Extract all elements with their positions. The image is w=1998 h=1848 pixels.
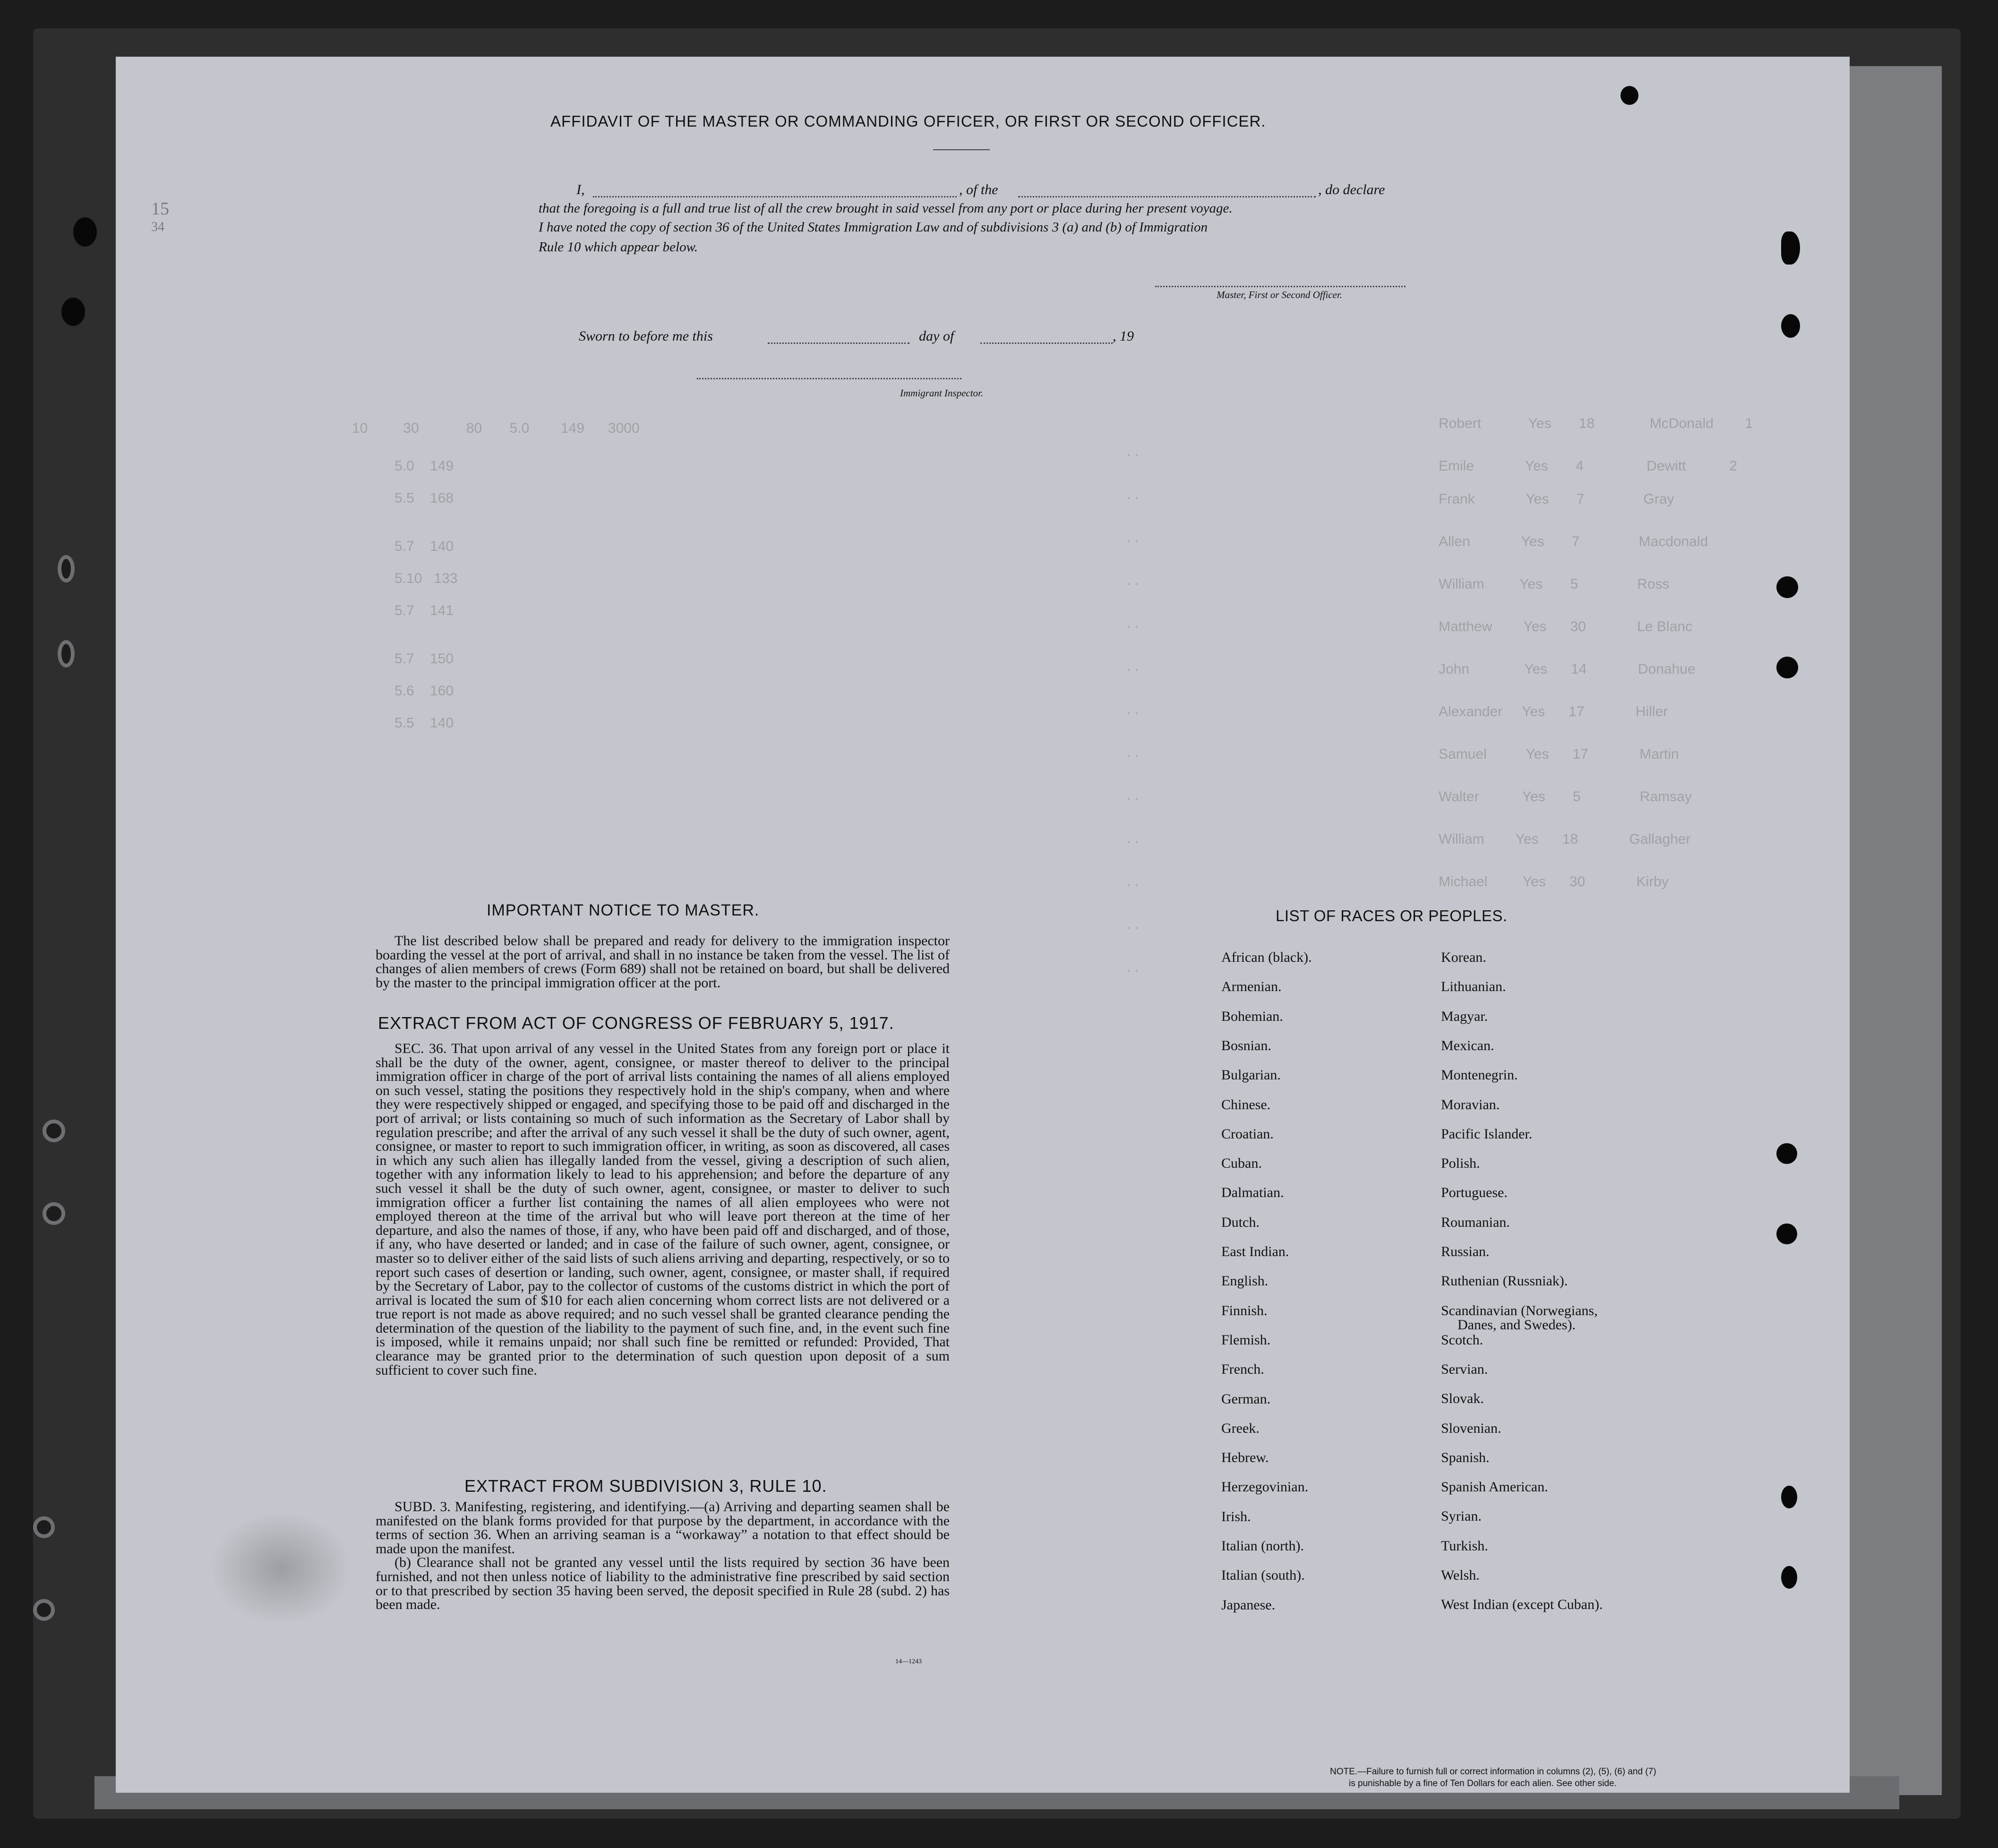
punch-hole bbox=[1776, 576, 1798, 598]
race-item: Pacific Islander. bbox=[1441, 1126, 1533, 1142]
sworn-month-field[interactable] bbox=[980, 342, 1113, 344]
show-through-text: Frank Yes 7 Gray bbox=[1439, 491, 1674, 507]
race-item: Danes, and Swedes). bbox=[1458, 1317, 1576, 1333]
race-item: English. bbox=[1221, 1273, 1269, 1289]
race-item: German. bbox=[1221, 1391, 1271, 1407]
binder-ring-hole bbox=[43, 1202, 65, 1225]
rule-subd-b: (b) Clearance shall not be granted any vessel until the lists required by section 36 have been furnished, and not then unless notice of liability to the administrative fine prescribed by said section or to that prescribed by section 35 having been served, the deposit specified in Rule 28 (subd. 2) has been made. bbox=[376, 1555, 950, 1613]
form-code: 14—1243 bbox=[895, 1658, 922, 1665]
race-item: Ruthenian (Russniak). bbox=[1441, 1273, 1568, 1289]
inspector-signature-field[interactable] bbox=[697, 378, 961, 379]
binder-ring-hole bbox=[43, 1120, 65, 1142]
inspector-signature-label: Immigrant Inspector. bbox=[900, 387, 984, 399]
affidavit-line-1: that the foregoing is a full and true list of all the crew brought in said vessel from any port or place during her present voyage. bbox=[539, 201, 1233, 216]
show-through-text: Robert Yes 18 McDonald 1 bbox=[1439, 416, 1753, 431]
declarant-name-field[interactable] bbox=[593, 196, 957, 197]
margin-number: 15 bbox=[151, 199, 169, 219]
binder-hole bbox=[61, 298, 85, 326]
binder-ring-hole bbox=[33, 1516, 55, 1538]
punch-hole bbox=[1776, 1223, 1797, 1244]
race-item: Dutch. bbox=[1221, 1214, 1260, 1230]
punch-hole bbox=[1781, 1486, 1797, 1508]
race-item: Lithuanian. bbox=[1441, 979, 1506, 995]
race-item: Spanish American. bbox=[1441, 1479, 1548, 1495]
affidavit-title: AFFIDAVIT OF THE MASTER OR COMMANDING OFFICER, OR FIRST OR SECOND OFFICER. bbox=[550, 112, 1266, 130]
declarant-label: I, bbox=[576, 182, 585, 197]
rule-text bbox=[376, 1500, 950, 1612]
sworn-day-field[interactable] bbox=[768, 342, 909, 344]
binder-hole bbox=[73, 217, 97, 247]
show-through-text: Alexander Yes 17 Hiller bbox=[1439, 704, 1668, 719]
race-item: Mexican. bbox=[1441, 1037, 1494, 1053]
race-item: Syrian. bbox=[1441, 1508, 1482, 1524]
of-the-label: , of the bbox=[959, 182, 998, 197]
master-signature-field[interactable] bbox=[1155, 286, 1406, 287]
race-item: Bosnian. bbox=[1221, 1037, 1271, 1053]
race-item: Italian (south). bbox=[1221, 1567, 1305, 1583]
footer-note-line-2: is punishable by a fine of Ten Dollars for each alien. See other side. bbox=[1349, 1779, 1617, 1788]
day-of-label: day of bbox=[919, 328, 954, 344]
race-item: Bulgarian. bbox=[1221, 1067, 1281, 1083]
race-item: East Indian. bbox=[1221, 1244, 1289, 1259]
show-through-text: 10 30 80 5.0 149 3000 bbox=[352, 420, 640, 436]
punch-hole bbox=[1776, 1143, 1797, 1164]
do-declare-label: , do declare bbox=[1318, 182, 1385, 197]
race-item: Magyar. bbox=[1441, 1008, 1488, 1024]
race-item: Korean. bbox=[1441, 950, 1486, 965]
punch-hole bbox=[1781, 314, 1800, 338]
race-item: Croatian. bbox=[1221, 1126, 1274, 1142]
show-through-text: Michael Yes 30 Kirby bbox=[1439, 874, 1669, 890]
binder-ring-hole bbox=[33, 1599, 55, 1621]
title-rule bbox=[933, 149, 990, 150]
show-through-text: John Yes 14 Donahue bbox=[1439, 661, 1696, 677]
act-paragraph: SEC. 36. That upon arrival of any vessel in the United States from any foreign port or place it shall be the duty of the owner, agent, consignee, or master thereof to deliver to the principal immigration officer in charge of the port of arrival lists containing the names of all aliens employed on such vessel, stating the positions they respectively hold in the ship's company, when and where they were respectively shipped or engaged, and specifying those to be paid off and discharged in the port of arrival; or lists containing so much of such information as the Secretary of Labor shall by regulation prescribe; and after the arrival of any such vessel it shall be the duty of such owner, agent, consignee, or master to report to such immigration officer, in writing, as soon as discovered, all cases in which any such alien has illegally landed from the vessel, giving a description of such alien, together with any information likely to lead to his apprehension; and before the departure of any such vessel it shall be the duty of such owner, agent, consignee, or master to deliver to such immigration officer a further list containing the names of all alien employees who were not employed thereon at the time of the arrival but who will leave port thereon at the time of her departure, and also the names of those, if any, who have been paid off and discharged, and of those, if any, who have deserted or landed; and in case of the failure of such owner, agent, consignee, or master so to deliver either of the said lists of such aliens arriving and departing, respectively, or so to report such cases of desertion or landing, such owner, agent, consignee, or master shall, if required by the Secretary of Labor, pay to the collector of customs of the customs district in which the port of arrival is located the sum of $10 for each alien concerning whom correct lists are not delivered or a true report is not made as above required; and no such vessel shall be granted clearance pending the determination of the question of the liability to the payment of such fine, and, in the event such fine is imposed, while it remains unpaid; nor shall such fine be remitted or refunded: Provided, That clearance may be granted prior to the determination of such question upon deposit of a sum sufficient to cover such fine. bbox=[376, 1041, 950, 1378]
race-item: Flemish. bbox=[1221, 1332, 1271, 1348]
race-item: African (black). bbox=[1221, 950, 1312, 965]
race-item: Armenian. bbox=[1221, 979, 1282, 995]
notice-text bbox=[376, 934, 950, 990]
race-item: Scotch. bbox=[1441, 1332, 1483, 1348]
race-item: Roumanian. bbox=[1441, 1214, 1510, 1230]
affidavit-line-2: I have noted the copy of section 36 of the United States Immigration Law and of subdivisions 3 (a) and (b) of Immigration bbox=[539, 220, 1208, 235]
race-item: Servian. bbox=[1441, 1361, 1488, 1377]
notice-paragraph: The list described below shall be prepared and ready for delivery to the immigration inspector boarding the vessel at the port of arrival, and shall in no instance be taken from the vessel. The list of changes of alien members of crews (Form 689) shall not be retained on board, but shall be delivered by the master to the principal immigration officer at the port. bbox=[376, 933, 950, 991]
race-item: Herzegovinian. bbox=[1221, 1479, 1309, 1495]
vessel-name-field[interactable] bbox=[1018, 196, 1316, 197]
show-through-text: William Yes 18 Gallagher bbox=[1439, 831, 1691, 847]
year-label: , 19 bbox=[1113, 328, 1134, 344]
race-item: Hebrew. bbox=[1221, 1450, 1269, 1466]
punch-hole bbox=[1776, 657, 1798, 678]
binder-ring-hole bbox=[58, 555, 75, 582]
race-item: Japanese. bbox=[1221, 1597, 1276, 1613]
race-item: Irish. bbox=[1221, 1508, 1251, 1524]
rule-subd-a: SUBD. 3. Manifesting, registering, and identifying.—(a) Arriving and departing seamen shall be manifested on the blank forms provided for that purpose by the department, in accordance with the terms of section 36. When an arriving seaman is a “workaway” a notation to that effect should be made upon the manifest. bbox=[376, 1499, 950, 1557]
master-signature-label: Master, First or Second Officer. bbox=[1217, 289, 1342, 300]
faded-stamp bbox=[210, 1512, 352, 1625]
race-item: Moravian. bbox=[1441, 1096, 1500, 1112]
race-item: Cuban. bbox=[1221, 1155, 1262, 1172]
race-item: Spanish. bbox=[1441, 1449, 1490, 1465]
race-item: Turkish. bbox=[1441, 1538, 1488, 1554]
race-item: Montenegrin. bbox=[1441, 1067, 1518, 1083]
affidavit-line-3: Rule 10 which appear below. bbox=[539, 240, 698, 255]
race-item: Greek. bbox=[1221, 1420, 1260, 1436]
race-item: Scandinavian (Norwegians, bbox=[1441, 1302, 1598, 1318]
race-item: Slovak. bbox=[1441, 1391, 1484, 1407]
show-through-text: Walter Yes 5 Ramsay bbox=[1439, 789, 1692, 804]
show-through-text: Matthew Yes 30 Le Blanc bbox=[1439, 619, 1692, 634]
race-item: Slovenian. bbox=[1441, 1420, 1501, 1436]
show-through-text: 5.0 149 5.5 168 5.7 140 5.10 133 5.7 141 5.7 150 5.6 160 5.5 140 bbox=[394, 458, 458, 731]
notice-heading: IMPORTANT NOTICE TO MASTER. bbox=[487, 901, 760, 919]
punch-hole bbox=[1781, 231, 1800, 265]
race-item: Russian. bbox=[1441, 1244, 1490, 1259]
show-through-text: Allen Yes 7 Macdonald bbox=[1439, 534, 1708, 549]
race-item: Portuguese. bbox=[1441, 1185, 1508, 1201]
race-item: Italian (north). bbox=[1221, 1538, 1304, 1554]
binder-ring-hole bbox=[58, 640, 75, 667]
punch-hole bbox=[1781, 1566, 1797, 1589]
sworn-label: Sworn to before me this bbox=[579, 328, 713, 344]
footer-note-line-1: NOTE.—Failure to furnish full or correct information in columns (2), (5), (6) and (7) bbox=[1330, 1767, 1656, 1777]
races-heading: LIST OF RACES OR PEOPLES. bbox=[1276, 907, 1508, 924]
race-item: Welsh. bbox=[1441, 1567, 1480, 1583]
manifest-page bbox=[116, 57, 1850, 1793]
act-text bbox=[376, 1042, 950, 1377]
race-item: French. bbox=[1221, 1361, 1264, 1377]
race-item: West Indian (except Cuban). bbox=[1441, 1597, 1603, 1613]
show-through-text: Samuel Yes 17 Martin bbox=[1439, 746, 1679, 762]
margin-number: 34 bbox=[151, 220, 164, 234]
race-item: Bohemian. bbox=[1221, 1008, 1283, 1024]
race-item: Dalmatian. bbox=[1221, 1185, 1284, 1201]
show-through-text: Emile Yes 4 Dewitt 2 bbox=[1439, 458, 1737, 474]
act-heading: EXTRACT FROM ACT OF CONGRESS OF FEBRUARY 5, 1917. bbox=[378, 1013, 894, 1033]
race-item: Chinese. bbox=[1221, 1096, 1271, 1112]
punch-hole bbox=[1621, 86, 1638, 105]
race-item: Finnish. bbox=[1221, 1302, 1268, 1318]
show-through-dots: . . . . . . . . . . . . . . . . . . . . . . . . . . bbox=[1127, 444, 1139, 975]
rule-heading: EXTRACT FROM SUBDIVISION 3, RULE 10. bbox=[464, 1476, 827, 1496]
show-through-text: William Yes 5 Ross bbox=[1439, 576, 1670, 592]
race-item: Polish. bbox=[1441, 1155, 1480, 1172]
